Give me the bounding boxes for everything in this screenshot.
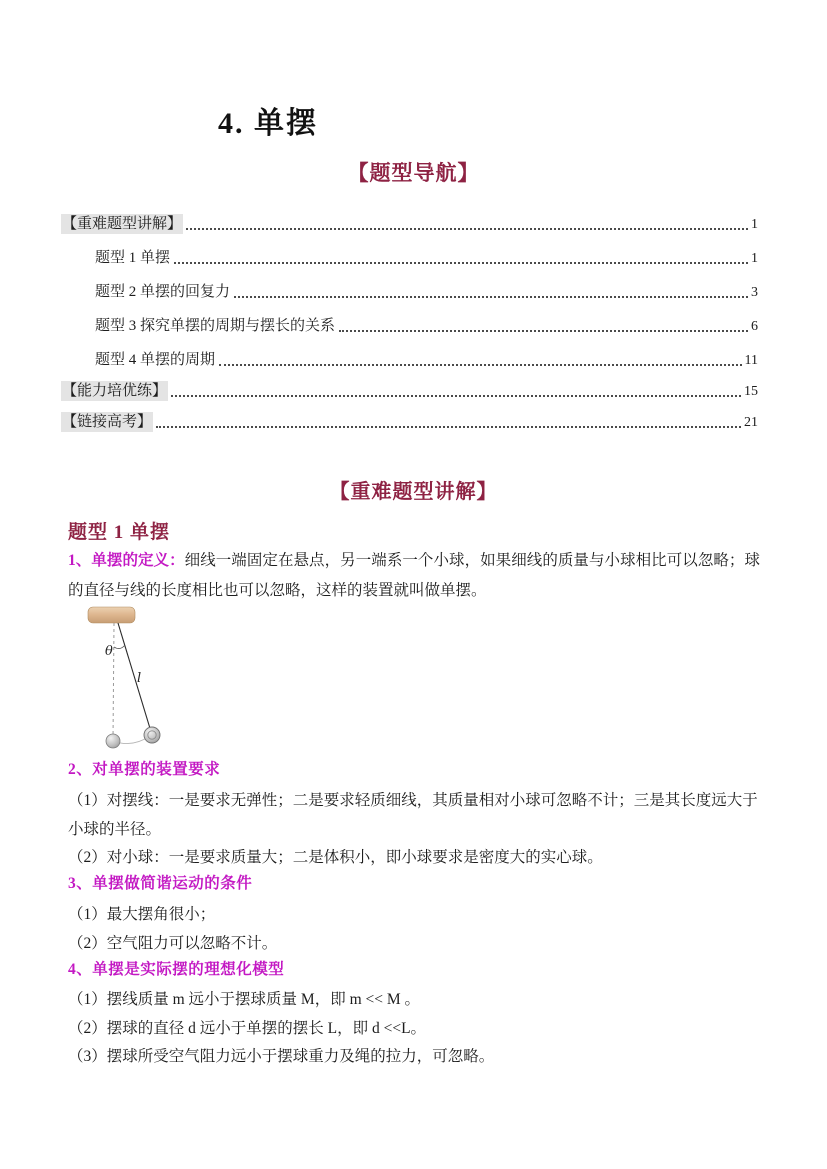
toc-dot-leader [234, 296, 748, 298]
toc-dot-leader [219, 364, 742, 366]
toc-page-number: 1 [751, 251, 758, 266]
point3-item-2: （2）空气阻力可以忽略不计。 [68, 935, 278, 952]
definition-paragraph [68, 546, 760, 606]
section-heading: 【重难题型讲解】 [329, 481, 498, 503]
toc-entry-label[interactable]: 题型 4 单摆的周期 [95, 352, 216, 368]
definition-text: 细线一端固定在悬点，另一端系一个小球，如果细线的质量与小球相比可以忽略；球的直径与线的长度相比也可以忽略，这样的装置就叫做单摆。 [68, 552, 760, 599]
page-title: 4. 单摆 [218, 107, 318, 140]
point3-item-1: （1）最大摆角很小； [68, 906, 216, 923]
toc-entry[interactable] [62, 272, 758, 306]
toc-entry[interactable] [62, 204, 758, 238]
toc-entry-label[interactable]: 【重难题型讲解】 [62, 216, 183, 232]
toc-dot-leader [156, 426, 741, 428]
point4-item-2: （2）摆球的直径 d 远小于单摆的摆长 L，即 d <<L。 [68, 1020, 427, 1037]
toc-entry-label[interactable]: 题型 1 单摆 [95, 250, 171, 266]
point2-heading: 2、对单摆的装置要求 [68, 761, 221, 778]
toc-heading: 【题型导航】 [347, 161, 480, 185]
support-bar [88, 607, 135, 623]
point4-heading: 4、单摆是实际摆的理想化模型 [68, 961, 285, 978]
angle-theta-label: θ [105, 644, 113, 659]
pendulum-string [118, 623, 152, 735]
toc-page-number: 21 [744, 415, 758, 430]
toc-page-number: 3 [751, 285, 758, 300]
toc-entry[interactable] [62, 405, 758, 436]
point2-item-1: （1）对摆线：一是要求无弹性；二是要求轻质细线，其质量相对小球可忽略不计；三是其长度远大于小球的半径。 [68, 792, 758, 838]
toc-page-number: 15 [744, 384, 758, 399]
point2-item-2: （2）对小球：一是要求质量大；二是体积小，即小球要求是密度大的实心球。 [68, 849, 603, 866]
angle-arc [114, 645, 125, 649]
toc-entry-label[interactable]: 【链接高考】 [62, 414, 153, 430]
toc-entry-label[interactable]: 【能力培优练】 [62, 383, 168, 399]
definition-label: 1、单摆的定义： [68, 552, 185, 569]
toc-entry[interactable] [62, 340, 758, 374]
toc-dot-leader [174, 262, 748, 264]
toc-entry-label[interactable]: 题型 3 探究单摆的周期与摆长的关系 [95, 318, 336, 334]
toc-entry[interactable] [62, 374, 758, 405]
table-of-contents [62, 204, 758, 436]
toc-entry-label[interactable]: 题型 2 单摆的回复力 [95, 284, 231, 300]
point4-item-1: （1）摆线质量 m 远小于摆球质量 M，即 m << M 。 [68, 991, 421, 1008]
topic-1-heading: 题型 1 单摆 [68, 522, 171, 543]
pendulum-ball-displaced [144, 727, 160, 743]
toc-entry[interactable] [62, 238, 758, 272]
toc-dot-leader [186, 228, 748, 230]
toc-dot-leader [171, 395, 741, 397]
equilibrium-dashed-line [113, 623, 114, 740]
point4-item-3: （3）摆球所受空气阻力远小于摆球重力及绳的拉力，可忽略。 [68, 1048, 495, 1065]
toc-entry[interactable] [62, 306, 758, 340]
toc-dot-leader [339, 330, 748, 332]
toc-page-number: 6 [751, 319, 758, 334]
toc-page-number: 11 [744, 353, 758, 368]
pendulum-ball-equilibrium [106, 734, 120, 748]
toc-page-number: 1 [751, 217, 758, 232]
point3-heading: 3、单摆做简谐运动的条件 [68, 875, 253, 892]
string-length-label: l [137, 671, 142, 686]
pendulum-figure [86, 604, 182, 754]
